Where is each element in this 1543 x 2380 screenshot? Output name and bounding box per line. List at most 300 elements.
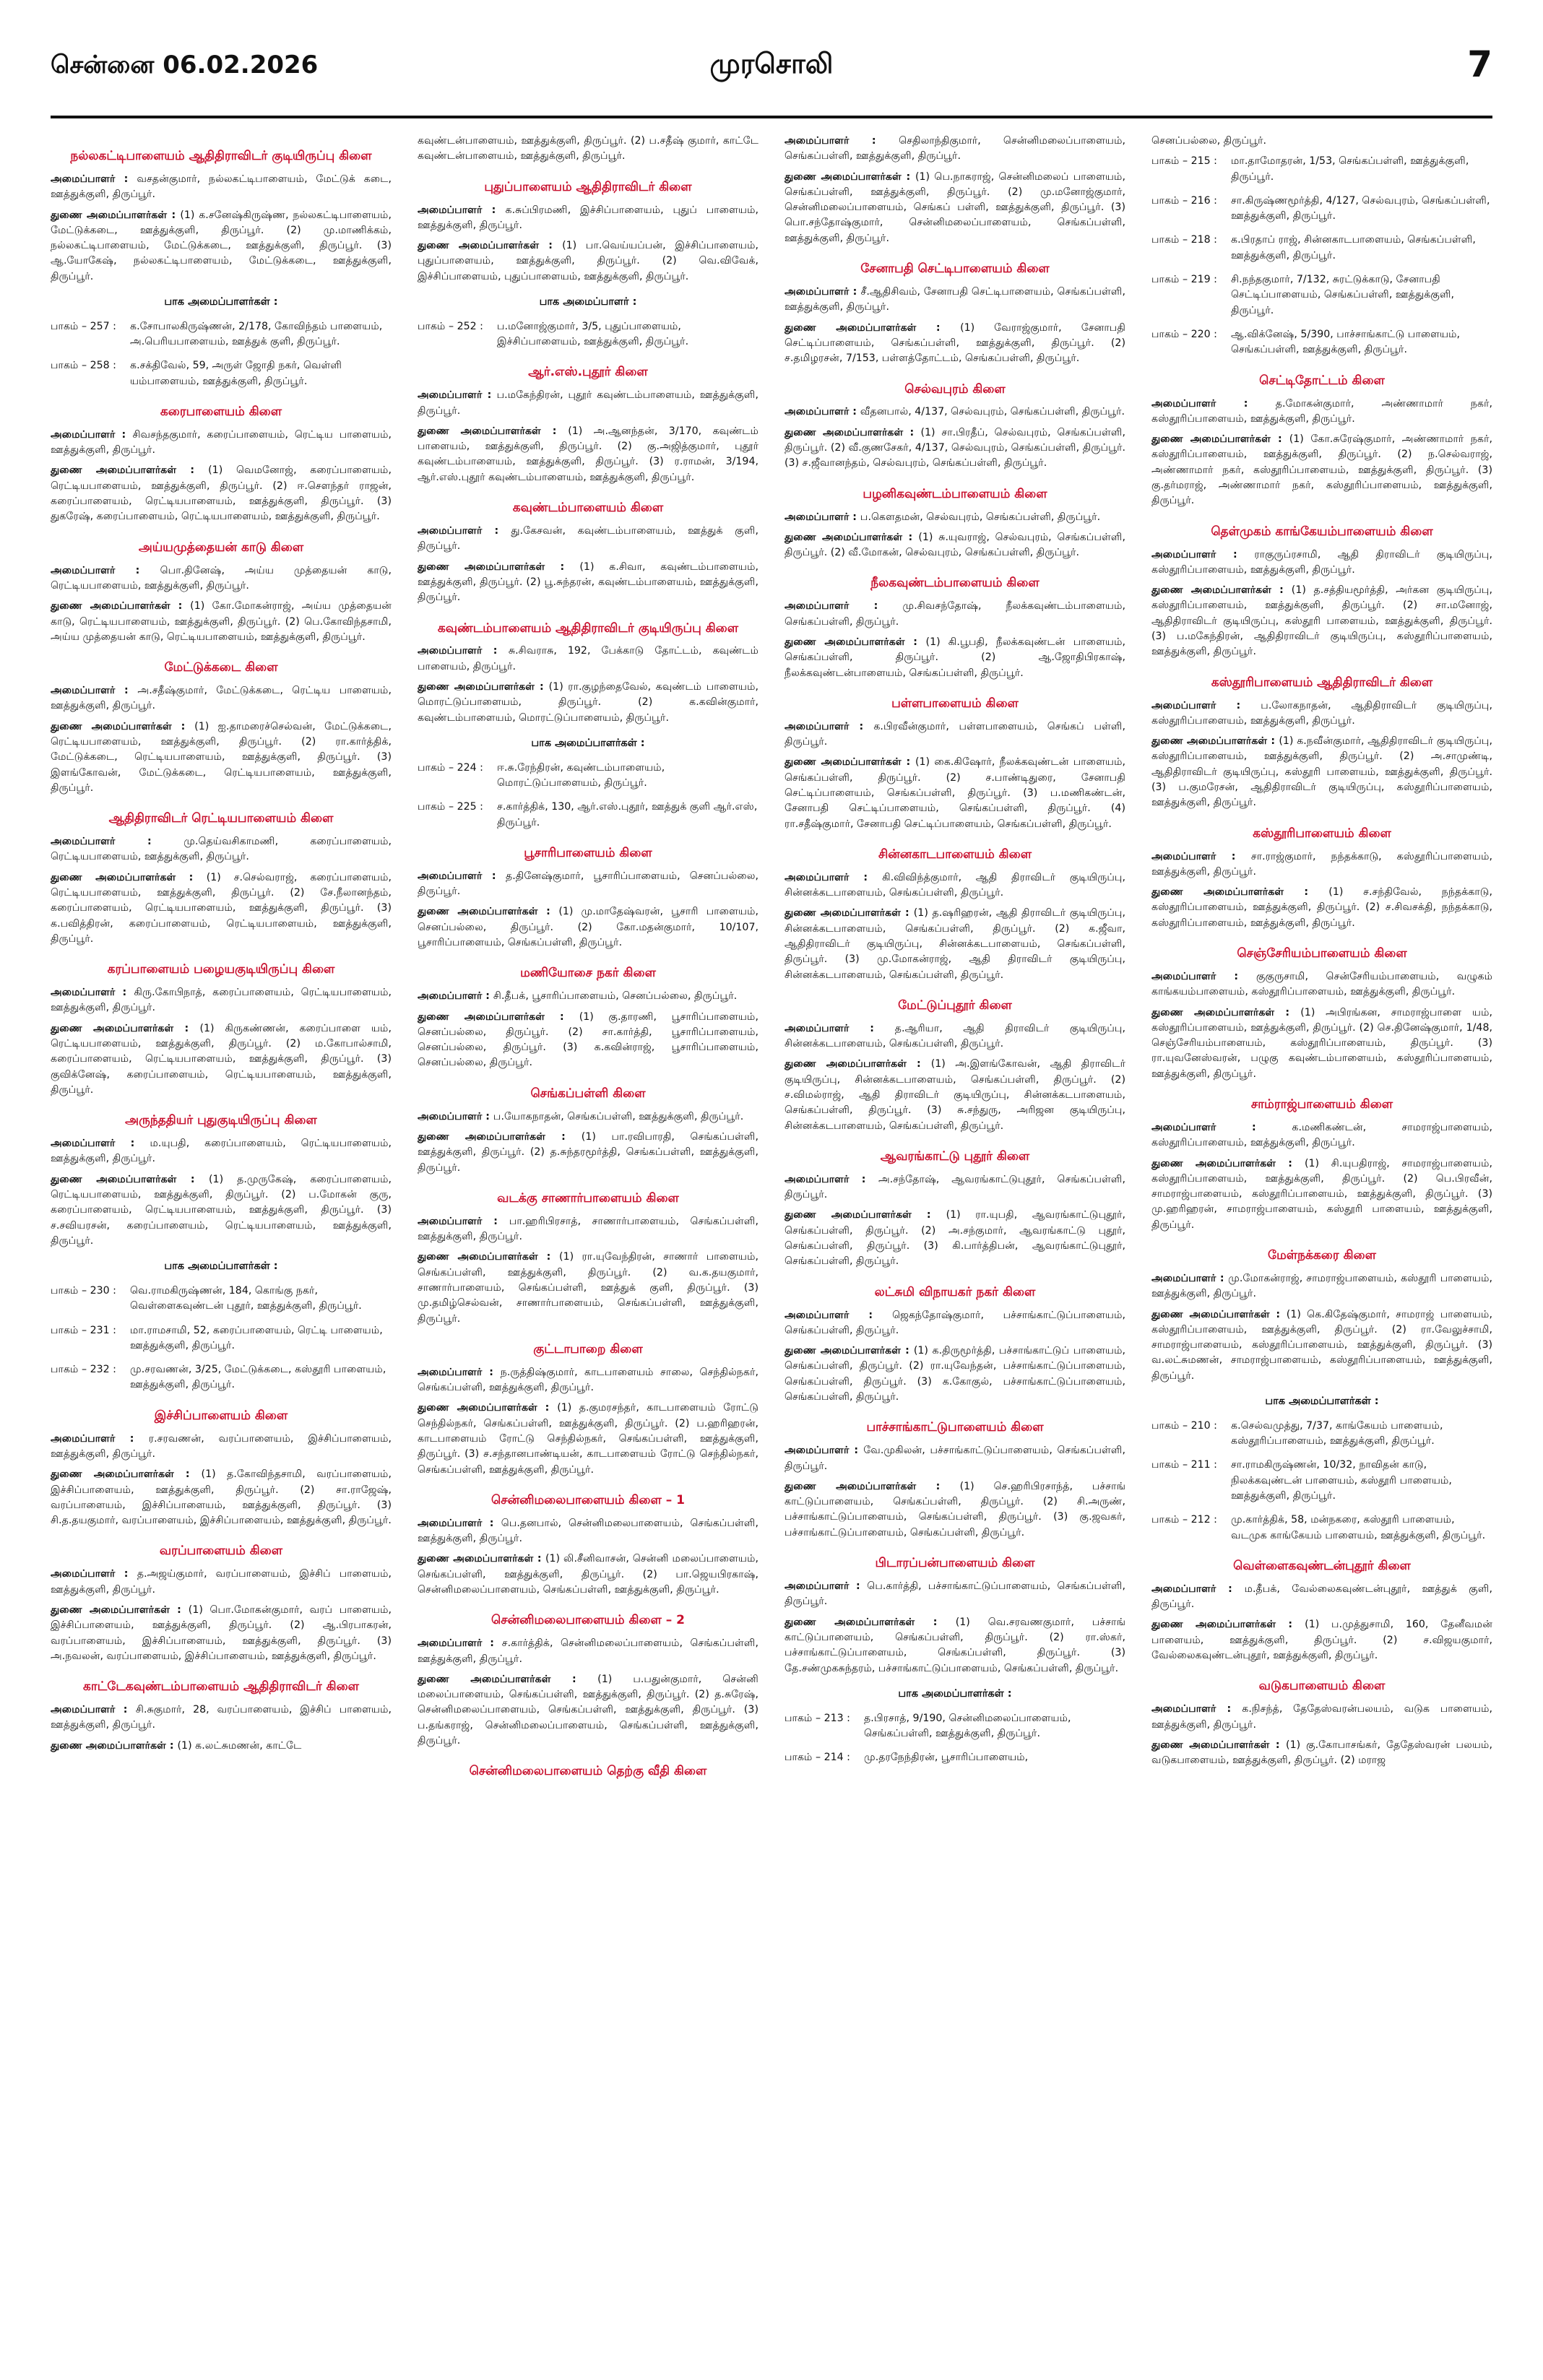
booth-entry (1151, 1419, 1492, 1450)
branch-title: கஸ்தூரிபாளையம் ஆதிதிராவிடர் கிளை (1211, 675, 1433, 690)
deputies-entry (1151, 885, 1492, 931)
organiser-label: அமைப்பாளர் : (418, 870, 506, 882)
deputies-label: துணை அமைப்பாளர்கள் : (1151, 1157, 1305, 1169)
organiser-label: அமைப்பாளர் : (785, 1309, 893, 1321)
deputies-entry (785, 755, 1125, 831)
article-columns (51, 134, 1492, 2358)
organiser-entry (51, 563, 392, 594)
organiser-entry (418, 1214, 758, 1245)
deputies-text: (1) ச.சந்திவேல், நந்தக்காடு, கஸ்தூரிப்பாளையம், ஊத்துக்குளி, திருப்பூர். (2) ச.சிவசக்தி, நந்தக்காடு, கஸ்தூரிப்பாளையம், ஊத்துக்குளி, திருப்பூர். (1151, 886, 1492, 929)
organiser-text: ம.தீபக், வேல்லைகவுண்டன்புதூர், ஊத்துக் குளி, திருப்பூர். (1151, 1583, 1492, 1611)
branch-title: செங்கப்பள்ளி கிளை (530, 1086, 646, 1101)
deputies-text: (1) வெமனோஜ், கரைப்பாளையம், ரெட்டியபாளையம், ஊத்துக்குளி, திருப்பூர். (2) ஈ.சௌந்தர் ராஜன், கரைப்பாளையம், ரெட்டியபாளையம், ஊத்துக்குளி, திருப்பூர். (3) துகரேஷ், கரைப்பாளையம், ரெட்டியபாளையம், ஊத்துக்குளி, திருப்பூர். (51, 464, 392, 523)
deputies-text: (1) த.ஷரிஹரன், ஆதி திராவிடர் குடியிருப்பு, சின்னக்கடபாளையம், செங்கப்பள்ளி, திருப்பூர். (2) க.ஜீவா, ஆதிதிராவிடர் குடியிருப்பு, சின்னக்கடபாளையம், செங்கப்பள்ளி, திருப்பூர். (3) மு.மோகன்ராஜ், ஆதி திராவிடர் குடியிருப்பு, சின்னக்கடபாளையம், செங்கப்பள்ளி, திருப்பூர். (785, 907, 1125, 981)
deputies-entry (418, 560, 758, 606)
deputies-text: (1) பா.ரவிபாரதி, செங்கப்பள்ளி, ஊத்துக்குளி, திருப்பூர். (2) த.சுந்தரமூர்த்தி, செங்கப்பள்ளி, ஊத்துக்குளி, திருப்பூர். (418, 1130, 758, 1174)
branch-section (51, 404, 392, 525)
deputies-entry (51, 599, 392, 645)
branch-section (51, 659, 392, 796)
booth-text: வெ.ராமகிருஷ்ணன், 184, கொங்கு நகர், வெள்ளைகவுண்டன் புதூர், ஊத்துக்குளி, திருப்பூர். (130, 1284, 362, 1312)
deputies-text: (1) பா.வெய்யப்பன், இச்சிப்பாளையம், புதுப்பாளையம், ஊத்துக்குளி, திருப்பூர். (2) வெ.விவேக், இச்சிப்பாளையம், புதுப்பாளையம், ஊத்துக்குளி, திருப்பூர். (418, 240, 758, 282)
deputies-entry (1151, 1738, 1492, 1769)
organiser-text: சி.தீபக், பூசாரிப்பாளையம், செனப்பல்லை, திருப்பூர். (493, 990, 738, 1003)
organiser-text: க.சுப்பிரமணி, இச்சிப்பாளையம், புதுப் பாளையம், ஊத்துக்குளி, திருப்பூர். (418, 204, 758, 231)
organiser-label: அமைப்பாளர் : (418, 990, 493, 1003)
branch-section (1151, 1247, 1492, 1544)
branch-title: புதுப்பாளையம் ஆதிதிராவிடர் கிளை (484, 179, 692, 194)
organiser-label: அமைப்பாளர் : (418, 204, 506, 216)
branch-section (785, 998, 1125, 1134)
organiser-text: மு.சிவசந்தோஷ், நீலக்கவுண்டம்பாளையம், செங்கப்பள்ளி, திருப்பூர். (785, 600, 1125, 628)
branch-title: அய்யமுத்தையன் காடு கிளை (138, 540, 304, 555)
booth-text: ப.மனோஜ்குமார், 3/5, புதுப்பாளையம், இச்சிப்பாளையம், ஊத்துக்குளி, திருப்பூர். (497, 320, 689, 348)
organiser-entry (51, 1567, 392, 1598)
branch-title: மேட்டுக்கடை கிளை (164, 660, 278, 675)
booth-text: மு.சரவணன், 3/25, மேட்டுக்கடை, கஸ்தூரி பாளையம், ஊத்துக்குளி, திருப்பூர். (130, 1364, 386, 1391)
deputies-label: துணை அமைப்பாளர்கள் : (785, 426, 921, 438)
deputies-entry (785, 1343, 1125, 1405)
organiser-entry (1151, 1271, 1492, 1302)
branch-title: சாம்ராஜ்பாளையம் கிளை (1250, 1097, 1393, 1112)
deputies-label: துணை அமைப்பாளர்கள் : (785, 1058, 931, 1070)
booth-text: க.சக்திவேல், 59, அருள் ஜோதி நகர், வெள்ளி யம்பாளையம், ஊத்துக்குளி, திருப்பூர். (130, 360, 342, 387)
organiser-text: சி.சுகுமார், 28, வரப்பாளையம், இச்சிப் பாளையம், ஊத்துக்குளி, திருப்பூர். (51, 1704, 392, 1731)
organiser-label: அமைப்பாளர் : (418, 389, 497, 402)
organiser-text: த.தினேஷ்குமார், பூசாரிப்பாளையம், செனப்பல்லை, திருப்பூர். (418, 870, 758, 898)
deputies-text: (1) கோ.மோகன்ராஜ், அய்ய முத்தையன் காடு, ரெட்டியபாளையம், ஊத்துக்குளி, திருப்பூர். (2) பெ.கோவிந்தசாமி, அய்ய முத்தையன் காடு, ரெட்டியபாளையம், ஊத்துக்குளி, திருப்பூர். (51, 600, 392, 643)
branch-section (785, 261, 1125, 366)
organiser-entry (1151, 548, 1492, 579)
organiser-entry (418, 203, 758, 234)
branch-title: பள்ளபாளையம் கிளை (891, 696, 1019, 711)
organiser-text: ஜெகந்தோஷ்குமார், பச்சாங்காட்டுப்பாளையம், செங்கப்பள்ளி, திருப்பூர். (785, 1309, 1125, 1336)
deputies-label: துணை அமைப்பாளர்கள் : (51, 1173, 209, 1185)
deputies-entry (51, 1739, 392, 1754)
branch-title: மேட்டுப்புதூர் கிளை (898, 998, 1012, 1013)
organiser-entry (418, 1636, 758, 1667)
deputies-label: துணை அமைப்பாளர்கள் : (785, 756, 915, 769)
deputies-entry (785, 1615, 1125, 1676)
deputies-entry (785, 425, 1125, 472)
organiser-label: அமைப்பாளர் : (785, 286, 861, 298)
deputies-label: துணை அமைப்பாளர்கள் : (1151, 1006, 1301, 1018)
organiser-entry (418, 1516, 758, 1547)
deputies-entry (418, 1250, 758, 1326)
deputies-text: (1) லி.சீனிவாசன், சென்னி மலைப்பாளையம், செங்கப்பள்ளி, ஊத்துக்குளி, திருப்பூர். (2) பா.ஜெயபிரகாஷ், சென்னிமலைப்பாளையம், செங்கப்பள்ளி, ஊத்துக்குளி, திருப்பூர். (418, 1553, 758, 1596)
branch-title: சேனாபதி செட்டிபாளையம் கிளை (860, 261, 1050, 277)
booth-number: பாகம் – 214 : (785, 1752, 850, 1764)
organiser-label: அமைப்பாளர் : (418, 1517, 501, 1529)
organiser-label: அமைப்பாளர் : (418, 645, 509, 657)
branch-section (1151, 373, 1492, 509)
deputies-text: (1) த.சத்தியமூர்த்தி, அர்கன குடியிருப்பு, கஸ்தூரிப்பாளையம், ஊத்துக்குளி, திருப்பூர். (2) சா.மனோஜ், ஆதிதிராவிடர் குடியிருப்பு, கஸ்தூரி பாளையம், ஊத்துக்குளி, திருப்பூர். (3) ப.மகேந்திரன், ஆதிதிராவிடர் குடியிருப்பு, கஸ்தூரிப்பாளையம், ஊத்துக்குளி, திருப்பூர். (1151, 584, 1492, 658)
branch-title: ஆதிதிராவிடர் ரெட்டியபாளையம் கிளை (108, 811, 334, 826)
organiser-label: அமைப்பாளர் : (1151, 970, 1257, 982)
organiser-label: அமைப்பாளர் : (418, 1110, 493, 1122)
organiser-label: அமைப்பாளர் : (785, 511, 860, 523)
branch-title: செல்வபுரம் கிளை (904, 381, 1006, 397)
organiser-text: வே.முகிலன், பச்சாங்காட்டுப்பாளையம், செங்கப்பள்ளி, திருப்பூர். (785, 1445, 1125, 1472)
organiser-label: அமைப்பாளர் : (51, 1432, 149, 1445)
organiser-text: ராகுருப்ரசாமி, ஆதி திராவிடர் குடியிருப்பு, கஸ்தூரிப்பாளையம், ஊத்துக்குளி, திருப்பூர். (1151, 548, 1492, 576)
organiser-text: பெ.தனபால், சென்னிமலைபாளையம், செங்கப்பள்ளி, ஊத்துக்குளி, திருப்பூர். (418, 1517, 758, 1545)
branch-section (51, 961, 392, 1098)
booth-number: பாகம் – 231 : (51, 1324, 116, 1336)
booth-entry (1151, 154, 1492, 185)
deputies-label: துணை அமைப்பாளர்கள் : (785, 1209, 946, 1221)
deputies-label: துணை அமைப்பாளர்கள் : (51, 600, 191, 613)
branch-title: சென்னிமலைபாளையம் கிளை – 2 (491, 1613, 685, 1628)
continued-text: கவுண்டன்பாளையம், ஊத்துக்குளி, திருப்பூர். (2) ப.சதீஷ் குமார், காட்டே கவுண்டன்பாளையம், ஊத்துக்குளி, திருப்பூர். (418, 135, 758, 163)
organiser-entry (785, 719, 1125, 750)
organiser-text: பெ.கார்த்தி, பச்சாங்காட்டுப்பாளையம், செங்கப்பள்ளி, திருப்பூர். (785, 1580, 1125, 1608)
organiser-entry (785, 1308, 1125, 1339)
deputies-text: (1) ப.முத்துசாமி, 160, தேனீவமன் பாளையம், ஊத்துக்குளி, திருப்பூர். (2) ச.விஜயகுமார், வேல்லைகவுண்டன்புதூர், ஊத்துக்குளி, திருப்பூர். (1151, 1619, 1492, 1662)
organiser-label: அமைப்பாளர் : (51, 1138, 150, 1150)
page-number: 7 (1467, 43, 1492, 85)
organiser-text: த.மோகன்குமார், அண்ணாமார் நகர், கஸ்தூரிப்பாளையம், ஊத்துக்குளி, திருப்பூர். (1151, 397, 1492, 425)
deputies-text: (1) கிருகண்ணன், கரைப்பாளை யம், ரெட்டியபாளையம், ஊத்துக்குளி, திருப்பூர். (2) ம.கோபால்சாமி, கரைப்பாளையம், ரெட்டியபாளையம், ஊத்துக்குளி, திருப்பூர். (3) குவிக்னேஷ், கரைப்பாளையம், ரெட்டியபாளையம், ஊத்துக்குளி, திருப்பூர். (51, 1022, 392, 1096)
organiser-entry (51, 1702, 392, 1734)
deputies-label: துணை அமைப்பாளர்கள் : (1151, 1619, 1305, 1631)
booth-number: பாகம் – 212 : (1151, 1514, 1217, 1526)
organiser-label: அமைப்பாளர் : (51, 987, 134, 999)
organiser-text: மு.மோகன்ராஜ், சாமராஜ்பாளையம், கஸ்தூரி பாளையம், ஊத்துக்குளி, திருப்பூர். (1151, 1273, 1492, 1300)
booth-text: ஈ.சு.ரேந்திரன், கவுண்டம்பாளையம், மொரட்டுப்பாளையம், திருப்பூர். (497, 761, 665, 789)
deputies-label: துணை அமைப்பாளர்கள் : (785, 1616, 956, 1628)
booth-number: பாகம் – 232 : (51, 1364, 116, 1376)
deputies-text: (1) வெ.சரவணகுமார், பச்சாங் காட்டுப்பாளையம், செங்கப்பள்ளி, திருப்பூர். (2) ரா.ஸ்கர், பச்சாங்காட்டுப்பாளையம், செங்கப்பள்ளி, திருப்பூர். (3) தே.சண்முகசுந்தரம், பச்சாங்காட்டுப்பாளையம், செங்கப்பள்ளி, திருப்பூர். (785, 1616, 1125, 1674)
organiser-text: சா.ராஜ்குமார், நந்தக்காடு, கஸ்தூரிப்பாளையம், ஊத்துக்குளி, திருப்பூர். (1151, 850, 1492, 878)
deputies-label: துணை அமைப்பாளர்கள் : (51, 720, 195, 732)
deputies-text: (1) செ.ஹரிபிரசாந்த், பச்சாங் காட்டுப்பாளையம், செங்கப்பள்ளி, திருப்பூர். (2) சி.அருண், பச்சாங்காட்டுப்பாளையம், செங்கப்பள்ளி, திருப்பூர். (3) கு.ஜவகர், பச்சாங்காட்டுப்பாளையம், செங்கப்பள்ளி, திருப்பூர். (785, 1480, 1125, 1539)
booth-entry (785, 1711, 1125, 1742)
deputies-text: (1) க.லட்சுமணன், காட்டே (177, 1739, 302, 1752)
branch-title: காட்டேகவுண்டம்பாளையம் ஆதிதிராவிடர் கிளை (82, 1679, 360, 1695)
deputies-entry (418, 1672, 758, 1749)
deputies-label: துணை அமைப்பாளர்கள் : (418, 1553, 545, 1565)
organiser-label: அமைப்பாளர் : (51, 173, 137, 185)
deputies-label: துணை அமைப்பாளர்கள் : (51, 1022, 200, 1034)
branch-title: கஸ்தூரிபாளையம் கிளை (1253, 826, 1391, 841)
organiser-label: அமைப்பாளர் : (785, 1022, 895, 1034)
booth-entry (418, 800, 758, 831)
organiser-entry (1151, 1120, 1492, 1151)
deputies-label: துணை அமைப்பாளர்கள் : (418, 240, 563, 252)
deputies-label: துணை அமைப்பாளர்கள் : (1151, 735, 1279, 748)
deputies-label: துணை அமைப்பாளர்கள் : (418, 1402, 558, 1414)
booth-text: மா.தாமோதரன், 1/53, செங்கப்பள்ளி, ஊத்துக்குளி, திருப்பூர். (1231, 155, 1469, 183)
masthead (51, 43, 1492, 108)
deputies-label: துணை அமைப்பாளர்கள் : (418, 906, 559, 918)
organiser-text: ச.கார்த்திக், சென்னிமலைப்பாளையம், செங்கப்பள்ளி, ஊத்துக்குளி, திருப்பூர். (418, 1637, 758, 1665)
organiser-label: அமைப்பாளர் : (51, 836, 184, 848)
organiser-entry (785, 510, 1125, 525)
deputies-entry (51, 719, 392, 796)
branch-title: ஆவரங்காட்டு புதூர் கிளை (880, 1148, 1030, 1164)
deputies-label: துணை அமைப்பாளர்கள் : (51, 1604, 189, 1616)
branch-title: நல்லகட்டிபாளையம் ஆதிதிராவிடர் குடியிருப்பு கிளை (70, 149, 372, 163)
deputies-label: துணை அமைப்பாளர்கள் : (51, 1739, 178, 1752)
branch-section (1151, 675, 1492, 811)
organiser-entry (51, 834, 392, 865)
dateline: சென்னை 06.02.2026 (51, 51, 319, 79)
deputies-entry (418, 904, 758, 951)
booth-text: மு.தரநேந்திரன், பூசாரிப்பாளையம், (864, 1752, 1029, 1764)
deputies-entry (418, 1552, 758, 1598)
deputies-entry (51, 463, 392, 524)
branch-section (418, 965, 758, 1070)
organiser-text: கி.விவிந்த்குமார், ஆதி திராவிடர் குடியிருப்பு, சின்னக்கடபாளையம், செங்கப்பள்ளி, திருப்பூர். (785, 871, 1125, 899)
organiser-text: அ.சந்தோஷ், ஆவரங்காட்டுபுதூர், செங்கப்பள்ளி, திருப்பூர். (785, 1173, 1125, 1201)
organiser-entry (785, 134, 1125, 165)
branch-title: வெள்ளைகவுண்டன்புதூர் கிளை (1233, 1558, 1411, 1573)
booth-heading: பாக அமைப்பாளர்கள் : (164, 296, 278, 308)
deputies-entry (785, 170, 1125, 246)
booth-number: பாகம் – 224 : (418, 761, 483, 774)
branch-title: பழனிகவுண்டம்பாளையம் கிளை (863, 486, 1047, 501)
organiser-text: அ.சதீஷ்குமார், மேட்டுக்கடை, ரெட்டிய பாளையம், ஊத்துக்குளி, திருப்பூர். (51, 685, 392, 712)
branch-section (418, 620, 758, 831)
booth-number: பாகம் – 216 : (1151, 194, 1217, 207)
deputies-entry (51, 208, 392, 285)
deputies-entry (785, 1208, 1125, 1269)
deputies-entry (1151, 583, 1492, 659)
organiser-label: அமைப்பாளர் : (418, 1366, 501, 1378)
branch-title: பாச்சாங்காட்டுபாளையம் கிளை (866, 1420, 1044, 1435)
organiser-entry (51, 683, 392, 714)
deputies-text: (1) அ.ஆனந்தன், 3/170, கவுண்டம் பாளையம், ஊத்துக்குளி, திருப்பூர். (2) கு.அஜித்குமார், புதூர் கவுண்டம்பாளையம், ஊத்துக்குளி, திருப்பூர். (3) ர.ராமன், 3/194, ஆர்.எஸ்.புதூர் கவுண்டம்பாளையம், ஊத்துக்குளி, திருப்பூர். (418, 425, 758, 483)
booth-number: பாகம் – 213 : (785, 1712, 850, 1724)
branch-section (785, 486, 1125, 561)
organiser-entry (418, 1109, 758, 1125)
booth-entry (51, 1284, 392, 1315)
branch-title: பிடாரப்பன்பாளையம் கிளை (875, 1556, 1035, 1571)
organiser-label: அமைப்பாளர் : (1151, 548, 1255, 561)
organiser-text: செதிலாந்திகுமார், சென்னிமலைப்பாளையம், செங்கப்பள்ளி, ஊத்துக்குளி, திருப்பூர். (785, 135, 1125, 163)
deputies-text: (1) வேராஜ்குமார், சேனாபதி செட்டிப்பாளையம், செங்கப்பள்ளி, ஊத்துக்குளி, திருப்பூர். (2) ச.தமிழரசன், 7/153, பள்ளத்தோட்டம், செங்கப்பள்ளி, திருப்பூர். (785, 321, 1125, 365)
deputies-entry (1151, 1617, 1492, 1663)
branch-section (785, 575, 1125, 680)
organiser-label: அமைப்பாளர் : (1151, 1273, 1229, 1284)
booth-heading: பாக அமைப்பாளர் : (539, 296, 637, 308)
organiser-entry (418, 388, 758, 419)
organiser-label: அமைப்பாளர் : (51, 1704, 136, 1716)
deputies-entry (785, 1479, 1125, 1541)
branch-section (51, 810, 392, 947)
organiser-text: ம.யுபதி, கரைப்பாளையம், ரெட்டியபாளையம், ஊத்துக்குளி, திருப்பூர். (51, 1138, 392, 1165)
organiser-text: சீ.ஆதிசிவம், சேனாபதி செட்டிபாளையம், செங்கப்பள்ளி, ஊத்துக்குளி, திருப்பூர். (785, 286, 1125, 313)
booth-entry (51, 1362, 392, 1393)
branch-title: குட்டாபாறை கிளை (533, 1341, 643, 1356)
deputies-label: துணை அமைப்பாளர்கள் : (418, 1130, 582, 1143)
booth-text: சா.கிருஷ்ணமூர்த்தி, 4/127, செல்வபுரம், செங்கப்பள்ளி, ஊத்துக்குளி, திருப்பூர். (1231, 194, 1490, 222)
deputies-text: (1) கு.தாரணி, பூசாரிப்பாளையம், செனப்பல்லை, திருப்பூர். (2) சா.கார்த்தி, பூசாரிப்பாளையம், செனப்பல்லை, திருப்பூர். (3) க.கவின்ராஜ், பூசாரிப்பாளையம், செனப்பல்லை, திருப்பூர். (418, 1011, 758, 1069)
organiser-text: சிவசந்தகுமார், கரைப்பாளையம், ரெட்டிய பாளையம், ஊத்துக்குளி, திருப்பூர். (51, 428, 392, 456)
branch-section (51, 1543, 392, 1664)
deputies-text: (1) பொ.மோகன்குமார், வரப் பாளையம், இச்சிப்பாளையம், ஊத்துக்குளி, திருப்பூர். (2) ஆ.பிரபாகரன், வரப்பாளையம், இச்சிப்பாளையம், ஊத்துக்குளி, திருப்பூர். (3) அ.நவலன், வரப்பாளையம், இச்சிப்பாளையம், ஊத்துக்குளி, திருப்பூர். (51, 1604, 392, 1662)
deputies-label: துணை அமைப்பாளர்கள் : (1151, 433, 1289, 446)
organiser-text: கிரு.கோபிநாத், கரைப்பாளையம், ரெட்டியபாளையம், ஊத்துக்குளி, திருப்பூர். (51, 987, 392, 1014)
organiser-label: அமைப்பாளர் : (1151, 1703, 1242, 1715)
booth-entry (418, 319, 758, 350)
deputies-text: (1) த.கோவிந்தசாமி, வரப்பாளையம், இச்சிப்பாளையம், ஊத்துக்குளி, திருப்பூர். (2) சா.ராஜேஷ், வரப்பாளையம், இச்சிப்பாளையம், ஊத்துக்குளி, திருப்பூர். (3) சி.த.தயகுமார், வரப்பாளையம், இச்சிப்பாளையம், ஊத்துக்குளி, திருப்பூர். (51, 1468, 392, 1527)
deputies-label: துணை அமைப்பாளர்கள் : (51, 209, 181, 221)
organiser-label: அமைப்பாளர் : (785, 720, 874, 732)
organiser-entry (785, 285, 1125, 316)
organiser-text: து.கேசவன், கவுண்டம்பாளையம், ஊத்துக் குளி, திருப்பூர். (418, 525, 758, 553)
organiser-entry (418, 1365, 758, 1396)
branch-section (1151, 1096, 1492, 1233)
organiser-text: ப.யோகநாதன், செங்கப்பள்ளி, ஊத்துக்குளி, திருப்பூர். (493, 1110, 744, 1122)
deputies-label: துணை அமைப்பாளர்கள் : (418, 1673, 598, 1685)
booth-number: பாகம் – 257 : (51, 320, 116, 332)
branch-section (418, 845, 758, 951)
organiser-entry (785, 1579, 1125, 1610)
branch-section (785, 381, 1125, 472)
branch-title: வடுகபாளையம் கிளை (1258, 1679, 1386, 1694)
deputies-text: (1) அ.இளங்கோவன், ஆதி திராவிடர் குடியிருப்பு, சின்னக்கடபாளையம், செங்கப்பள்ளி, திருப்பூர். (2) ச.விமல்ராஜ், ஆதி திராவிடர் குடியிருப்பு, சின்னக்கடபாளையம், செங்கப்பள்ளி, திருப்பூர். (3) சு.சந்துரு, அரிஜன குடியிருப்பு, சின்னக்கடபாளையம், செங்கப்பள்ளி, திருப்பூர். (785, 1058, 1125, 1132)
organiser-text: பொ.தினேஷ், அய்ய முத்தையன் காடு, ரெட்டியபாளையம், ஊத்துக்குளி, திருப்பூர். (51, 564, 392, 592)
branch-section (1151, 945, 1492, 1082)
branch-section (418, 500, 758, 605)
deputies-text: (1) ரா.குழந்தைவேல், கவுண்டம் பாளையம், மொரட்டுப்பாளையம், திருப்பூர். (2) க.கவின்குமார், கவுண்டம்பாளையம், மொரட்டுப்பாளையம், திருப்பூர். (418, 681, 758, 724)
deputies-entry (785, 635, 1125, 681)
deputies-entry (418, 1130, 758, 1176)
deputies-text: (1) கு.கோபாசங்கர், தேதேஸ்வரன் பலயம், வடுகபாளையம், ஊத்துக்குளி, திருப்பூர். (2) மராஜ (1151, 1739, 1492, 1767)
organiser-entry (418, 524, 758, 555)
organiser-label: அமைப்பாளர் : (418, 1637, 502, 1650)
deputies-label: துணை அமைப்பாளர்கள் : (418, 561, 580, 573)
branch-section (785, 134, 1125, 246)
deputies-label: துணை அமைப்பாளர்கள் : (1151, 1308, 1287, 1320)
branch-section (1151, 826, 1492, 931)
organiser-entry (51, 1432, 392, 1463)
branch-title: நீலகவுண்டம்பாளையம் கிளை (870, 576, 1040, 591)
deputies-entry (51, 1467, 392, 1528)
deputies-label: துணை அமைப்பாளர்கள் : (785, 1480, 960, 1492)
organiser-entry (51, 985, 392, 1016)
organiser-text: சு.சிவராசு, 192, பேக்காடு தோட்டம், கவுண்டம் பாளையம், திருப்பூர். (418, 645, 758, 672)
deputies-label: துணை அமைப்பாளர்கள் : (785, 321, 961, 334)
booth-entry (51, 1323, 392, 1354)
branch-title: செட்டிதோட்டம் கிளை (1259, 373, 1385, 388)
deputies-text: (1) சு.யுவராஜ், செல்வபுரம், செங்கப்பள்ளி, திருப்பூர். (2) வீ.மோகன், செல்வபுரம், செங்கப்பள்ளி, திருப்பூர். (785, 531, 1125, 559)
deputies-label: துணை அமைப்பாளர்கள் : (418, 1011, 579, 1023)
booth-heading: பாக அமைப்பாளர்கள் : (898, 1687, 1012, 1700)
booth-heading: பாக அமைப்பாளர்கள் : (164, 1260, 278, 1273)
deputies-label: துணை அமைப்பாளர்கள் : (1151, 584, 1292, 597)
booth-text: க.பிரதாப் ராஜ், சின்னகாடபாளையம், செங்கப்பள்ளி, ஊத்துக்குளி, திருப்பூர். (1231, 234, 1476, 261)
organiser-entry (1151, 969, 1492, 1000)
deputies-entry (418, 1010, 758, 1071)
branch-section (785, 847, 1125, 983)
deputies-label: துணை அமைப்பாளர்கள் : (1151, 886, 1329, 899)
branch-title: இச்சிப்பாளையம் கிளை (154, 1408, 288, 1423)
deputies-text: (1) க.நவீன்குமார், ஆதிதிராவிடர் குடியிருப்பு, கஸ்தூரிப்பாளையம், ஊத்துக்குளி, திருப்பூர். (2) அ.சாமுண்டி, ஆதிதிராவிடர் குடியிருப்பு, கஸ்தூரி பாளையம், ஊத்துக்குளி, திருப்பூர். (3) ப.குமரேசன், ஆதிதிராவிடர் குடியிருப்பு, கஸ்தூரிப்பாளையம், ஊத்துக்குளி, திருப்பூர். (1151, 735, 1492, 809)
branch-title: மேள்நக்கரை கிளை (1268, 1248, 1376, 1263)
branch-title: ஆர்.எஸ்.புதூர் கிளை (528, 365, 648, 380)
branch-section (785, 1148, 1125, 1270)
booth-text: க.செல்வமுத்து, 7/37, காங்கேயம் பாளையம், கஸ்தூரிப்பாளையம், ஊத்துக்குளி, திருப்பூர். (1231, 1419, 1443, 1448)
booth-number: பாகம் – 215 : (1151, 155, 1217, 168)
organiser-label: அமைப்பாளர் : (1151, 397, 1276, 410)
branch-section (418, 1492, 758, 1598)
branch-section (418, 1086, 758, 1176)
organiser-entry (1151, 1702, 1492, 1733)
branch-section (418, 1190, 758, 1327)
deputies-text: (1) கோ.சுரேஷ்குமார், அண்ணாமார் நகர், கஸ்தூரிப்பாளையம், ஊத்துக்குளி, திருப்பூர். (2) ந.செல்வராஜ், அண்ணாமார் நகர், கஸ்தூரிப்பாளையம், ஊத்துக்குளி, திருப்பூர். (3) கு.தர்மராஜ், அண்ணாமார் நகர், கஸ்தூரிப்பாளையம், ஊத்துக்குளி, திருப்பூர். (1151, 433, 1492, 507)
booth-entry (1151, 272, 1492, 319)
organiser-label: அமைப்பாளர் : (1151, 1583, 1245, 1595)
booth-text: சா.ராமகிருஷ்ணன், 10/32, நாவிதன் காடு, நிலக்கவுண்டன் பாளையம், கஸ்தூரி பாளையம், ஊத்துக்குளி, திருப்பூர். (1231, 1459, 1452, 1502)
organiser-label: அமைப்பாளர் : (785, 1173, 878, 1185)
branch-section (785, 696, 1125, 832)
organiser-text: த.அஜய்குமார், வரப்பாளையம், இச்சிப் பாளையம், ஊத்துக்குளி, திருப்பூர். (51, 1568, 392, 1596)
deputies-entry (785, 906, 1125, 982)
deputies-text: (1) கி.பூபதி, நீலக்கவுண்டன் பாளையம், செங்கப்பள்ளி, திருப்பூர். (2) ஆ.ஜோதிபிரகாஷ், நீலக்கவுண்டன்பாளையம், செங்கப்பள்ளி, திருப்பூர். (785, 636, 1125, 679)
booth-entry (51, 319, 392, 350)
branch-section (1151, 524, 1492, 660)
booth-heading: பாக அமைப்பாளர்கள் : (531, 737, 645, 749)
booth-heading: பாக அமைப்பாளர்கள் : (1265, 1395, 1379, 1408)
deputies-text: (1) சா.பிரதீப், செல்வபுரம், செங்கப்பள்ளி, திருப்பூர். (2) வீ.குணசேகர், 4/137, செல்வபுரம், செங்கப்பள்ளி, திருப்பூர். (3) ச.ஜீவானந்தம், செல்வபுரம், செங்கப்பள்ளி, திருப்பூர். (785, 426, 1125, 469)
branch-section (51, 148, 392, 389)
booth-text: க.சோபாலகிருஷ்ணன், 2/178, கோவிந்தம் பாளையம், அ.பெரியபாளையம், ஊத்துக் குளி, திருப்பூர். (130, 320, 383, 348)
booth-entry (785, 1750, 1125, 1765)
deputies-text: (1) க.சிவா, கவுண்டம்பாளையம், ஊத்துக்குளி, திருப்பூர். (2) பூ.சுந்தரன், கவுண்டம்பாளையம், ஊத்துக்குளி, திருப்பூர். (418, 561, 758, 604)
branch-section (1151, 1558, 1492, 1663)
column-3 (785, 134, 1125, 2358)
booth-number: பாகம் – 211 : (1151, 1459, 1217, 1471)
branch-title: சென்னிமலைபாளையம் தெற்கு வீதி கிளை (469, 1764, 707, 1779)
organiser-entry (785, 599, 1125, 630)
deputies-entry (418, 1401, 758, 1477)
organiser-label: அமைப்பாளர் : (785, 1445, 864, 1457)
booth-text: சி.நந்தகுமார், 7/132, சுரட்டுக்காடு, சேனாபதி செட்டிப்பாளையம், செங்கப்பள்ளி, ஊத்துக்குளி, திருப்பூர். (1231, 274, 1455, 316)
deputies-label: துணை அமைப்பாளர்கள் : (51, 464, 209, 477)
deputies-text: (1) ச.செல்வராஜ், கரைப்பாளையம், ரெட்டியபாளையம், ஊத்துக்குளி, திருப்பூர். (2) சே.நீலானந்தம், கரைப்பாளையம், ரெட்டியபாளையம், ஊத்துக்குளி, திருப்பூர். (3) க.பவித்திரன், கரைப்பாளையம், ரெட்டியபாளையம், ஊத்துக்குளி, திருப்பூர். (51, 871, 392, 945)
organiser-entry (1151, 849, 1492, 880)
deputies-text: (1) ப.பதுன்குமார், சென்னி மலைப்பாளையம், செங்கப்பள்ளி, ஊத்துக்குளி, திருப்பூர். (2) த.சுரேஷ், சென்னிமலைப்பாளையம், செங்கப்பள்ளி, ஊத்துக்குளி, திருப்பூர். (3) ப.தங்கராஜ், சென்னிமலைப்பாளையம், செங்கப்பள்ளி, ஊத்துக்குளி, திருப்பூர். (418, 1673, 758, 1747)
branch-title: கரப்பாளையம் பழையகுடியிருப்பு கிளை (107, 962, 335, 977)
branch-section (418, 179, 758, 350)
deputies-entry (51, 1603, 392, 1664)
deputies-label: துணை அமைப்பாளர்கள் : (51, 1468, 202, 1481)
organiser-label: அமைப்பாளர் : (51, 428, 133, 441)
column-1 (51, 134, 392, 2358)
organiser-entry (51, 172, 392, 203)
booth-number: பாகம் – 219 : (1151, 274, 1217, 286)
branch-title: வரப்பாளையம் கிளை (159, 1544, 283, 1559)
deputies-entry (785, 1057, 1125, 1133)
deputies-label: துணை அமைப்பாளர்கள் : (1151, 1739, 1287, 1751)
organiser-text: க.மணிகண்டன், சாமராஜ்பாளையம், கஸ்தூரிப்பாளையம், ஊத்துக்குளி, திருப்பூர். (1151, 1121, 1492, 1149)
booth-entry (1151, 233, 1492, 264)
organiser-label: அமைப்பாளர் : (1151, 1121, 1292, 1133)
branch-title: வடக்கு சாணார்பாளையம் கிளை (497, 1190, 679, 1206)
organiser-text: வசதன்குமார், நல்லகட்டிபாளையம், மேட்டுக் கடை, ஊத்துக்குளி, திருப்பூர். (51, 173, 392, 201)
branch-title: சென்னிமலைபாளையம் கிளை – 1 (491, 1492, 685, 1507)
deputies-entry (51, 1021, 392, 1098)
organiser-entry (1151, 698, 1492, 730)
booth-number: பாகம் – 220 : (1151, 328, 1217, 340)
branch-title: கவுண்டம்பாளையம் கிளை (512, 501, 664, 516)
organiser-label: அமைப்பாளர் : (51, 685, 138, 697)
deputies-text: (1) சி.யுபதிராஜ், சாமராஜ்பாளையம், கஸ்தூரிப்பாளையம், ஊத்துக்குளி, திருப்பூர். (2) பெ.பிரவீன், சாமராஜ்பாளையம், கஸ்தூரிப்பாளையம், ஊத்துக்குளி, திருப்பூர். (3) மு.ஹரிஹரன், சாமராஜ்பாளையம், கஸ்தூரி பாளையம், ஊத்துக்குளி, திருப்பூர். (1151, 1157, 1492, 1231)
deputies-entry (51, 1172, 392, 1249)
deputies-label: துணை அமைப்பாளர்கள் : (785, 531, 919, 543)
